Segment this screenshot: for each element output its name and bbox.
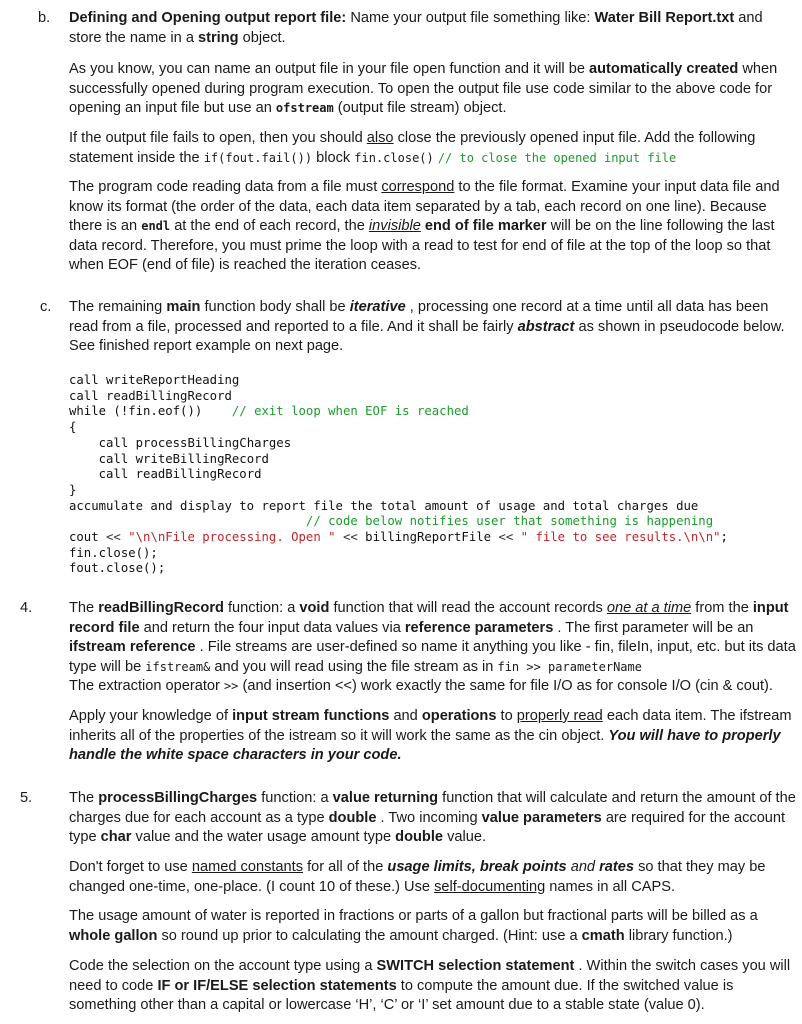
text-s5-p2-named: named constants — [191, 859, 304, 875]
text-s5-p2-t3: so that they may be changed one-time, one-place. (I count 10 of these.) Use — [69, 859, 766, 895]
paragraph-5-switch — [69, 957, 797, 1016]
text-b-p2-t2: close the previously opened input file. Add the following statement inside the — [69, 130, 756, 166]
text-s4-p2-t1: Apply your knowledge of — [69, 708, 229, 724]
text-s4-t4: from the — [695, 600, 749, 616]
text-s4-t8: and you will read using the file stream as in — [214, 658, 494, 675]
paragraph-b-heading — [69, 9, 797, 48]
paragraph-5-constants — [69, 858, 797, 897]
text-code-l6: call writeBillingRecord — [98, 451, 269, 466]
text-b-t3: object. — [242, 29, 286, 46]
text-code-l11e: ; — [720, 530, 728, 545]
item-marker-5: 5. — [20, 790, 33, 806]
text-s5-p2-limits: usage limits, break points — [387, 859, 567, 875]
text-b-string-word: string — [198, 29, 239, 46]
text-code-l11a: cout — [69, 530, 99, 545]
text-s4-func: readBillingRecord — [98, 600, 224, 616]
text-s5-t5: are required for the account type — [69, 809, 786, 845]
item-marker-4: 4. — [20, 600, 33, 616]
text-b-p2-code1: if(fout.fail()) — [203, 150, 313, 165]
text-s5-p4-ifelse: IF or IF/ELSE selection statements — [157, 977, 397, 994]
text-s5-p3-t2: so round up prior to calculating the amount charged. (Hint: use a — [161, 927, 578, 944]
text-code-l10c: // code below notifies user that something is happening — [305, 514, 714, 529]
text-b-p1-t3: (output file stream) object. — [337, 100, 507, 116]
text-c-main: main — [166, 299, 201, 315]
text-c-t3: , processing one record at a time until all data has been read from a file, processed and reported to a file. And it shall be fairly — [69, 299, 769, 335]
text-code-l11v: billingReportFile — [365, 530, 492, 545]
text-s4-t9: The extraction operator — [69, 678, 220, 694]
text-s5-p4-t2: . Within the switch cases you will need to code — [69, 958, 791, 994]
text-s4-t10: (and insertion <<) work exactly the same for file I/O as for console I/O (cin & cout). — [242, 678, 773, 694]
text-b-t2: and store the name in a — [69, 10, 763, 46]
paragraph-5-usage — [69, 907, 797, 946]
text-b-p3-t2: to the file format. Examine your input data file and know its format (the order of the data, each data item separated by a tab, each record on one line). Because there is an — [69, 179, 780, 234]
text-s4-input-record: input record file — [69, 600, 789, 636]
text-s4-ifstream-ref: ifstream reference — [69, 639, 196, 655]
paragraph-4-apply — [69, 707, 797, 766]
text-c-t2: function body shall be — [204, 299, 346, 315]
text-s4-t6: . The first parameter will be an — [557, 619, 754, 636]
text-s5-t2: function: a — [261, 790, 329, 806]
b-title: Defining and Opening output report file: — [69, 10, 347, 26]
text-b-p2-comment: // to close the opened input file — [437, 150, 677, 165]
text-b-p3-eof-marker: end of file marker — [424, 218, 547, 234]
text-s5-p2-rates: rates — [599, 859, 635, 875]
text-s5-p4-t3: to compute the amount due. If the switched value is something other than a capital or lowercase ‘H’, ‘C’ or ‘I’ set amount due to a stable state (value 0). — [69, 977, 734, 1013]
text-b-p3-invisible: invisible — [368, 218, 421, 234]
text-s4-void: void — [299, 600, 330, 616]
pseudocode-block: call writeReportHeading call readBillingRecord while (!fin.eof()) // exit loop when EOF is reached { call processBillingCharges call writeBillingRecord call readBillingRecord } accumulate and display to report file the total amount of usage and total charges due // code below notifies user that something is happening cout << "\n\nFile processing. Open " << billingReportFile << " file to see results.\n\n"; fin.close(); fout.close(); — [69, 373, 728, 576]
item-marker-c: c. — [40, 299, 52, 315]
text-s5-vp: value parameters — [481, 809, 602, 826]
paragraph-b-1 — [69, 60, 797, 119]
text-b-p3-t4: will be on the line following the last data record. Therefore, you must prime the loop with a read to test for end of file at the top of the loop so that when EOF (end of file) is reached the iteration ceases. — [69, 218, 775, 273]
text-code-l1: call writeReportHeading — [69, 373, 240, 387]
text-code-l9: accumulate and display to report file the total amount of usage and total charges due — [69, 498, 699, 513]
text-b-p3-endl: endl — [141, 219, 171, 233]
text-s4-p2-t4: each data item. The ifstream inherits all of the properties of the istream so it will work the same as the cin object. — [69, 708, 792, 744]
text-s4-t2: function: a — [227, 600, 296, 616]
text-b-filename: Water Bill Report.txt — [594, 10, 735, 26]
text-s5-t1: The — [69, 790, 95, 806]
text-code-l13: fout.close(); — [69, 561, 166, 576]
text-s5-p2-selfdoc: self-documenting — [434, 878, 546, 895]
text-code-l4: { — [69, 420, 77, 435]
text-s4-t7: . File streams are user-defined so name it anything you like - fin, fileIn, input, etc. but its data type will be — [69, 639, 796, 675]
text-s4-code2: fin >> parameterName — [497, 659, 642, 674]
text-code-l3c: // exit loop when EOF is reached — [231, 404, 469, 419]
text-s5-p4-t1: Code the selection on the account type using a — [69, 958, 373, 974]
text-s5-p3-cmath: cmath — [581, 927, 625, 944]
text-b-p1-t2: when successfully opened during program execution. To open the output file use code similar to the above code for opening an input file but use an — [69, 61, 778, 116]
text-s5-t6: value and the water usage amount type — [135, 829, 392, 845]
text-s4-p2-ops: operations — [421, 708, 497, 724]
text-b-p2-also: also — [366, 130, 394, 146]
text-b-p2-code2: fin.close() — [354, 150, 434, 165]
text-s5-p2-t1: Don't forget to use — [69, 859, 188, 875]
text-b-p2-block: block — [316, 149, 351, 166]
item-marker-b: b. — [38, 10, 51, 26]
paragraph-c — [69, 298, 797, 357]
text-s5-t7: value. — [447, 829, 487, 845]
text-code-l11s1: "\n\nFile processing. Open " — [128, 530, 336, 545]
text-s5-p3-whole: whole gallon — [69, 927, 158, 944]
text-s5-t3: function that will calculate and return the amount of the charges due for each account as a type — [69, 790, 796, 826]
text-s5-vr: value returning — [332, 790, 439, 806]
text-code-l3: while (!fin.eof()) — [69, 404, 203, 419]
paragraph-4 — [69, 599, 797, 697]
text-s4-p2-t3: to — [500, 708, 513, 724]
text-s4-p2-whitespace: You will have to properly handle the white space characters in your code. — [69, 727, 781, 763]
text-b-p3-correspond: correspond — [381, 179, 455, 195]
text-c-t1: The remaining — [69, 299, 163, 315]
text-code-l11s2: " file to see results.\n\n" — [520, 530, 721, 545]
text-s4-p2-t2: and — [393, 708, 418, 724]
text-s4-code1: ifstream& — [145, 659, 211, 674]
text-s4-t5: and return the four input data values via — [143, 619, 401, 636]
text-s5-p4-switch: SWITCH selection statement — [376, 958, 575, 974]
text-b-p2-t1: If the output file fails to open, then you should — [69, 130, 363, 146]
text-c-abstract: abstract — [517, 318, 575, 335]
text-s4-t1: The — [69, 600, 95, 616]
text-code-l2: call readBillingRecord — [69, 388, 232, 403]
text-s4-one-at: one at a time — [606, 600, 692, 616]
text-c-iterative: iterative — [349, 299, 406, 315]
paragraph-b-3 — [69, 178, 797, 276]
text-b-p3-t3: at the end of each record, the — [174, 218, 365, 234]
text-s5-p3-t1: The usage amount of water is reported in fractions or parts of a gallon but fractional parts will be billed as a — [69, 908, 758, 924]
paragraph-5 — [69, 789, 797, 848]
text-s4-p2-isf: input stream functions — [232, 708, 390, 724]
text-s4-t3: function that will read the account records — [333, 600, 603, 616]
text-s4-code3: >> — [223, 679, 239, 693]
text-s5-char: char — [100, 829, 132, 845]
text-s5-double2: double — [395, 829, 444, 845]
text-s5-p2-t4: names in all CAPS. — [549, 878, 676, 895]
paragraph-b-2 — [69, 129, 797, 168]
text-s5-p3-t3: library function.) — [628, 927, 733, 944]
text-s5-t4: . Two incoming — [380, 809, 478, 826]
text-s4-ref-params: reference parameters — [404, 619, 554, 636]
text-code-l12: fin.close(); — [69, 545, 158, 560]
text-code-l5: call processBillingCharges — [98, 435, 292, 450]
text-code-l8: } — [69, 482, 77, 497]
text-s5-double1: double — [328, 809, 377, 826]
text-s5-p2-and: and — [570, 859, 596, 875]
text-s4-p2-properly: properly read — [516, 708, 603, 724]
text-c-t4: as shown in pseudocode below. See finished report example on next page. — [69, 318, 785, 354]
text-code-l7: call readBillingRecord — [98, 467, 262, 482]
text-b-t1: Name your output file something like: — [350, 10, 591, 26]
text-s5-p2-t2: for all of the — [307, 859, 384, 875]
text-b-p1-t1: As you know, you can name an output file in your file open function and it will be — [69, 61, 585, 77]
text-s5-func: processBillingCharges — [98, 790, 258, 806]
text-b-p1-ofstream: ofstream — [275, 101, 334, 115]
text-b-p3-t1: The program code reading data from a file must — [69, 179, 378, 195]
text-b-p1-auto: automatically created — [589, 61, 739, 77]
